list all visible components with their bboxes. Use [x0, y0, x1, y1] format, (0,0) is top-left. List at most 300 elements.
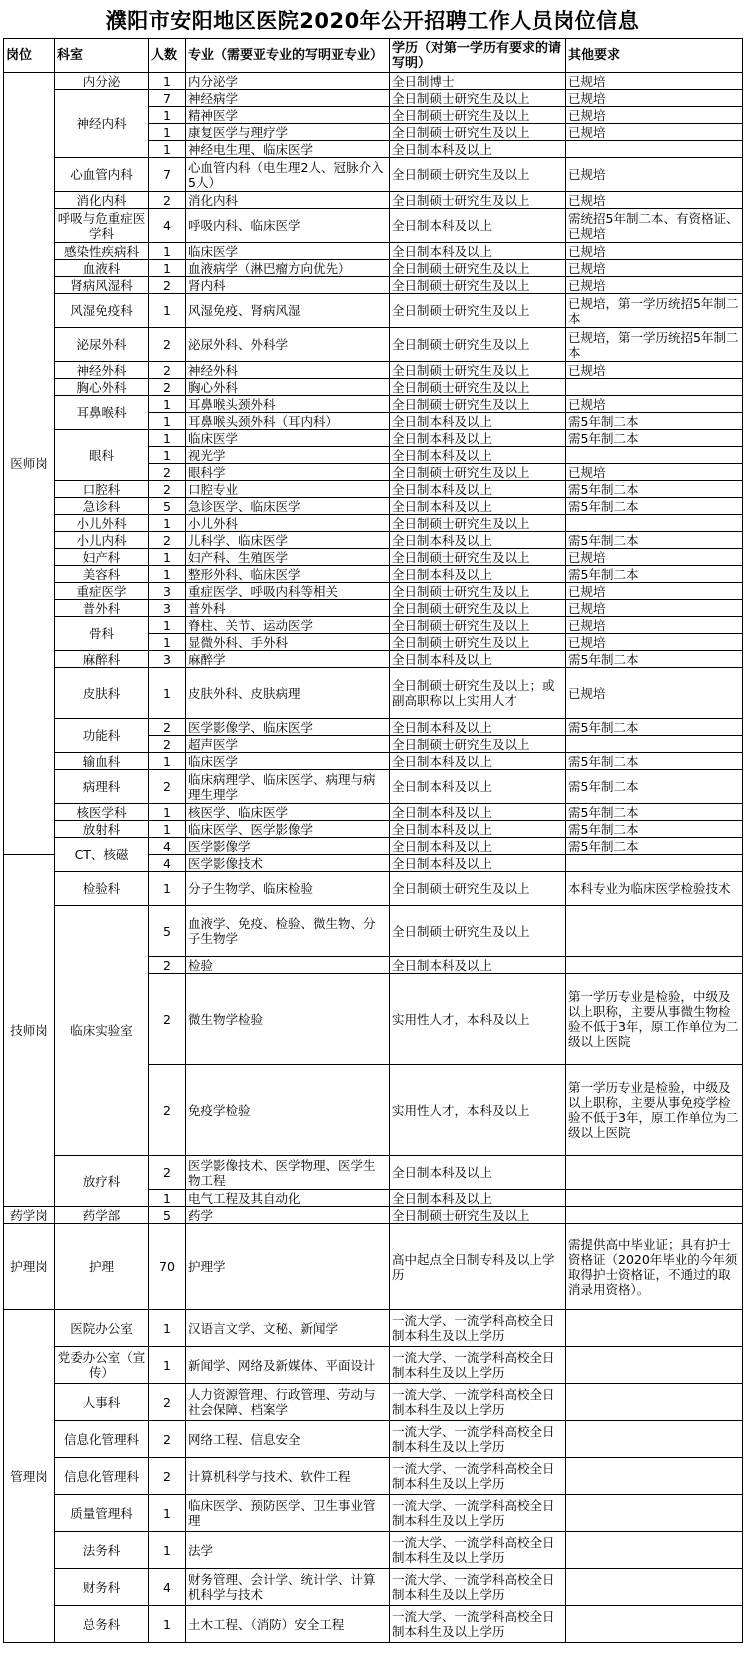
dept-cell: 眼科 [55, 430, 149, 481]
dept-cell: 普外科 [55, 600, 149, 617]
other-cell: 需5年制二本 [566, 651, 743, 668]
other-cell: 需提供高中毕业证；具有护士资格证（2020年毕业的今年须取得护士资格证，不通过的取消录用资格）。 [566, 1224, 743, 1310]
table-row [4, 277, 743, 294]
count-cell: 5 [149, 1207, 186, 1224]
other-cell: 本科专业为临床医学检验技术 [566, 872, 743, 906]
dept-cell: 信息化管理科 [55, 1458, 149, 1495]
dept-cell: 神经内科 [55, 90, 149, 158]
other-cell: 需5年制二本 [566, 770, 743, 804]
dept-cell: 内分泌 [55, 73, 149, 90]
major-cell: 心血管内科（电生理2人、冠脉介入5人） [186, 158, 390, 192]
table-row [4, 1458, 743, 1495]
other-cell: 需5年制二本 [566, 498, 743, 515]
major-cell: 神经电生理、临床医学 [186, 141, 390, 158]
count-cell: 1 [149, 1310, 186, 1347]
dept-cell: 检验科 [55, 872, 149, 906]
count-cell: 1 [149, 413, 186, 430]
count-cell: 3 [149, 651, 186, 668]
dept-cell: 耳鼻喉科 [55, 396, 149, 430]
dept-cell: 法务科 [55, 1532, 149, 1569]
education-cell: 一流大学、一流学科高校全日制本科生及以上学历 [390, 1569, 566, 1606]
education-cell: 一流大学、一流学科高校全日制本科生及以上学历 [390, 1495, 566, 1532]
other-cell: 已规培 [566, 158, 743, 192]
count-cell: 1 [149, 294, 186, 328]
count-cell: 4 [149, 209, 186, 243]
major-cell: 临床病理学、临床医学、病理与病理生理学 [186, 770, 390, 804]
header-dept: 科室 [55, 39, 149, 73]
dept-cell: 感染性疾病科 [55, 243, 149, 260]
major-cell: 血液病学（淋巴瘤方向优先） [186, 260, 390, 277]
education-cell: 一流大学、一流学科高校全日制本科生及以上学历 [390, 1310, 566, 1347]
header-education: 学历（对第一学历有要求的请写明） [390, 39, 566, 73]
dept-cell: 人事科 [55, 1384, 149, 1421]
education-cell: 全日制硕士研究生及以上 [390, 1207, 566, 1224]
other-cell [566, 957, 743, 974]
dept-cell: 消化内科 [55, 192, 149, 209]
other-cell [566, 1207, 743, 1224]
other-cell: 已规培 [566, 124, 743, 141]
count-cell: 4 [149, 855, 186, 872]
count-cell: 1 [149, 804, 186, 821]
other-cell [566, 1190, 743, 1207]
table-row [4, 1207, 743, 1224]
dept-cell: 输血科 [55, 753, 149, 770]
count-cell: 1 [149, 243, 186, 260]
dept-cell: 放射科 [55, 821, 149, 838]
count-cell: 2 [149, 277, 186, 294]
table-row [4, 260, 743, 277]
count-cell: 1 [149, 1495, 186, 1532]
table-row [4, 498, 743, 515]
major-cell: 儿科学、临床医学 [186, 532, 390, 549]
dept-cell: 小儿外科 [55, 515, 149, 532]
count-cell: 2 [149, 481, 186, 498]
education-cell: 全日制本科及以上 [390, 855, 566, 872]
major-cell: 视光学 [186, 447, 390, 464]
table-row [4, 396, 743, 413]
major-cell: 新闻学、网络及新媒体、平面设计 [186, 1347, 390, 1384]
dept-cell: 美容科 [55, 566, 149, 583]
major-cell: 肾内科 [186, 277, 390, 294]
other-cell: 需5年制二本 [566, 804, 743, 821]
post-cell: 医师岗 [4, 73, 55, 855]
table-row [4, 90, 743, 107]
major-cell: 皮肤外科、皮肤病理 [186, 668, 390, 719]
header-post: 岗位 [4, 39, 55, 73]
education-cell: 全日制硕士研究生及以上 [390, 515, 566, 532]
other-cell [566, 515, 743, 532]
table-row [4, 192, 743, 209]
count-cell: 2 [149, 1156, 186, 1190]
education-cell: 全日制本科及以上 [390, 651, 566, 668]
other-cell: 已规培 [566, 668, 743, 719]
other-cell [566, 1384, 743, 1421]
major-cell: 临床医学、预防医学、卫生事业管理 [186, 1495, 390, 1532]
major-cell: 眼科学 [186, 464, 390, 481]
other-cell: 已规培 [566, 362, 743, 379]
dept-cell: 药学部 [55, 1207, 149, 1224]
other-cell [566, 1156, 743, 1190]
count-cell: 1 [149, 872, 186, 906]
dept-cell: 财务科 [55, 1569, 149, 1606]
major-cell: 耳鼻喉头颈外科 [186, 396, 390, 413]
major-cell: 急诊医学、临床医学 [186, 498, 390, 515]
major-cell: 分子生物学、临床检验 [186, 872, 390, 906]
table-row [4, 566, 743, 583]
education-cell: 一流大学、一流学科高校全日制本科生及以上学历 [390, 1532, 566, 1569]
count-cell: 1 [149, 260, 186, 277]
count-cell: 2 [149, 464, 186, 481]
count-cell: 2 [149, 770, 186, 804]
post-cell: 管理岗 [4, 1310, 55, 1643]
education-cell: 全日制硕士研究生及以上 [390, 124, 566, 141]
dept-cell: 皮肤科 [55, 668, 149, 719]
other-cell: 已规培 [566, 634, 743, 651]
dept-cell: 功能科 [55, 719, 149, 753]
table-row [4, 379, 743, 396]
education-cell: 全日制本科及以上 [390, 532, 566, 549]
major-cell: 汉语言文学、文秘、新闻学 [186, 1310, 390, 1347]
other-cell [566, 1532, 743, 1569]
count-cell: 1 [149, 821, 186, 838]
education-cell: 全日制本科及以上 [390, 770, 566, 804]
table-row [4, 243, 743, 260]
major-cell: 神经外科 [186, 362, 390, 379]
other-cell: 已规培 [566, 277, 743, 294]
education-cell: 全日制本科及以上 [390, 838, 566, 855]
education-cell: 全日制硕士研究生及以上 [390, 362, 566, 379]
education-cell: 全日制本科及以上 [390, 804, 566, 821]
other-cell [566, 1495, 743, 1532]
count-cell: 1 [149, 515, 186, 532]
education-cell: 全日制本科及以上 [390, 141, 566, 158]
count-cell: 1 [149, 634, 186, 651]
other-cell: 已规培 [566, 73, 743, 90]
table-row [4, 1310, 743, 1347]
table-row [4, 549, 743, 566]
dept-cell: 心血管内科 [55, 158, 149, 192]
major-cell: 微生物学检验 [186, 974, 390, 1065]
education-cell: 全日制硕士研究生及以上 [390, 379, 566, 396]
education-cell: 全日制本科及以上 [390, 566, 566, 583]
education-cell: 全日制博士 [390, 73, 566, 90]
education-cell: 全日制本科及以上 [390, 1190, 566, 1207]
post-cell: 技师岗 [4, 855, 55, 1207]
count-cell: 1 [149, 1532, 186, 1569]
count-cell: 1 [149, 753, 186, 770]
other-cell [566, 1606, 743, 1643]
table-row [4, 872, 743, 906]
count-cell: 1 [149, 549, 186, 566]
major-cell: 胸心外科 [186, 379, 390, 396]
education-cell: 全日制硕士研究生及以上 [390, 634, 566, 651]
other-cell [566, 855, 743, 872]
education-cell: 全日制本科及以上 [390, 413, 566, 430]
education-cell: 全日制硕士研究生及以上 [390, 396, 566, 413]
major-cell: 医学影像学 [186, 838, 390, 855]
education-cell: 一流大学、一流学科高校全日制本科生及以上学历 [390, 1384, 566, 1421]
table-row [4, 1347, 743, 1384]
count-cell: 1 [149, 1606, 186, 1643]
major-cell: 耳鼻喉头颈外科（耳内科） [186, 413, 390, 430]
table-row [4, 532, 743, 549]
major-cell: 临床医学、医学影像学 [186, 821, 390, 838]
major-cell: 核医学、临床医学 [186, 804, 390, 821]
dept-cell: 总务科 [55, 1606, 149, 1643]
major-cell: 法学 [186, 1532, 390, 1569]
table-row [4, 515, 743, 532]
table-row [4, 328, 743, 362]
other-cell: 已规培 [566, 549, 743, 566]
table-row [4, 804, 743, 821]
other-cell [566, 1310, 743, 1347]
education-cell: 全日制硕士研究生及以上 [390, 328, 566, 362]
count-cell: 7 [149, 90, 186, 107]
other-cell: 需5年制二本 [566, 821, 743, 838]
education-cell: 全日制本科及以上 [390, 430, 566, 447]
dept-cell: 泌尿外科 [55, 328, 149, 362]
table-row [4, 1532, 743, 1569]
count-cell: 1 [149, 124, 186, 141]
dept-cell: 血液科 [55, 260, 149, 277]
count-cell: 1 [149, 617, 186, 634]
count-cell: 1 [149, 668, 186, 719]
count-cell: 5 [149, 906, 186, 957]
table-row [4, 1156, 743, 1190]
dept-cell: 重症医学 [55, 583, 149, 600]
education-cell: 全日制本科及以上 [390, 719, 566, 736]
education-cell: 全日制硕士研究生及以上 [390, 736, 566, 753]
dept-cell: 质量管理科 [55, 1495, 149, 1532]
count-cell: 2 [149, 974, 186, 1065]
count-cell: 1 [149, 396, 186, 413]
count-cell: 2 [149, 1458, 186, 1495]
count-cell: 2 [149, 192, 186, 209]
other-cell: 已规培 [566, 617, 743, 634]
table-row [4, 651, 743, 668]
count-cell: 1 [149, 566, 186, 583]
other-cell: 需5年制二本 [566, 838, 743, 855]
major-cell: 风湿免疫、肾病风湿 [186, 294, 390, 328]
education-cell: 全日制本科及以上 [390, 447, 566, 464]
table-row [4, 838, 743, 855]
dept-cell: 信息化管理科 [55, 1421, 149, 1458]
table-row [4, 583, 743, 600]
count-cell: 2 [149, 957, 186, 974]
education-cell: 全日制本科及以上 [390, 1156, 566, 1190]
education-cell: 全日制硕士研究生及以上 [390, 158, 566, 192]
other-cell: 已规培 [566, 243, 743, 260]
major-cell: 临床医学 [186, 430, 390, 447]
count-cell: 1 [149, 1347, 186, 1384]
table-row [4, 600, 743, 617]
dept-cell: 口腔科 [55, 481, 149, 498]
other-cell: 已规培 [566, 260, 743, 277]
education-cell: 全日制硕士研究生及以上 [390, 90, 566, 107]
other-cell: 已规培，第一学历统招5年制二本 [566, 294, 743, 328]
count-cell: 1 [149, 107, 186, 124]
dept-cell: 风湿免疫科 [55, 294, 149, 328]
table-row [4, 73, 743, 90]
major-cell: 神经病学 [186, 90, 390, 107]
education-cell: 全日制硕士研究生及以上 [390, 549, 566, 566]
dept-cell: CT、核磁 [55, 838, 149, 872]
major-cell: 医学影像学、临床医学 [186, 719, 390, 736]
education-cell: 全日制本科及以上 [390, 957, 566, 974]
major-cell: 小儿外科 [186, 515, 390, 532]
major-cell: 人力资源管理、行政管理、劳动与社会保障、档案学 [186, 1384, 390, 1421]
dept-cell: 小儿内科 [55, 532, 149, 549]
count-cell: 1 [149, 430, 186, 447]
table-row [4, 821, 743, 838]
dept-cell: 妇产科 [55, 549, 149, 566]
table-row [4, 770, 743, 804]
education-cell: 全日制本科及以上 [390, 821, 566, 838]
dept-cell: 呼吸与危重症医学科 [55, 209, 149, 243]
other-cell: 需5年制二本 [566, 430, 743, 447]
major-cell: 护理学 [186, 1224, 390, 1310]
other-cell: 需5年制二本 [566, 753, 743, 770]
education-cell: 全日制硕士研究生及以上 [390, 192, 566, 209]
major-cell: 整形外科、临床医学 [186, 566, 390, 583]
post-cell: 护理岗 [4, 1224, 55, 1310]
major-cell: 口腔专业 [186, 481, 390, 498]
education-cell: 全日制本科及以上 [390, 498, 566, 515]
count-cell: 1 [149, 1190, 186, 1207]
education-cell: 全日制硕士研究生及以上；或副高职称以上实用人才 [390, 668, 566, 719]
table-row [4, 1384, 743, 1421]
education-cell: 全日制硕士研究生及以上 [390, 464, 566, 481]
count-cell: 2 [149, 362, 186, 379]
education-cell: 实用性人才，本科及以上 [390, 974, 566, 1065]
count-cell: 2 [149, 532, 186, 549]
education-cell: 一流大学、一流学科高校全日制本科生及以上学历 [390, 1458, 566, 1495]
other-cell: 已规培 [566, 192, 743, 209]
count-cell: 2 [149, 1384, 186, 1421]
education-cell: 全日制硕士研究生及以上 [390, 260, 566, 277]
major-cell: 财务管理、会计学、统计学、计算机科学与技术 [186, 1569, 390, 1606]
education-cell: 全日制硕士研究生及以上 [390, 294, 566, 328]
education-cell: 全日制硕士研究生及以上 [390, 872, 566, 906]
major-cell: 妇产科、生殖医学 [186, 549, 390, 566]
table-row [4, 617, 743, 634]
other-cell [566, 1421, 743, 1458]
other-cell: 已规培 [566, 583, 743, 600]
major-cell: 电气工程及其自动化 [186, 1190, 390, 1207]
recruitment-table [3, 38, 743, 1643]
other-cell: 已规培，第一学历统招5年制二本 [566, 328, 743, 362]
major-cell: 药学 [186, 1207, 390, 1224]
other-cell: 已规培 [566, 464, 743, 481]
education-cell: 全日制硕士研究生及以上 [390, 617, 566, 634]
table-row [4, 209, 743, 243]
count-cell: 2 [149, 736, 186, 753]
major-cell: 普外科 [186, 600, 390, 617]
table-row [4, 1495, 743, 1532]
major-cell: 土木工程、（消防）安全工程 [186, 1606, 390, 1643]
major-cell: 检验 [186, 957, 390, 974]
dept-cell: 临床实验室 [55, 906, 149, 1156]
dept-cell: 麻醉科 [55, 651, 149, 668]
dept-cell: 骨科 [55, 617, 149, 651]
major-cell: 医学影像技术、医学物理、医学生物工程 [186, 1156, 390, 1190]
major-cell: 临床医学 [186, 243, 390, 260]
other-cell: 第一学历专业是检验，中级及以上职称，主要从事免疫学检验不低于3年，原工作单位为二级以上医院 [566, 1065, 743, 1156]
major-cell: 呼吸内科、临床医学 [186, 209, 390, 243]
table-row [4, 668, 743, 719]
table-row [4, 906, 743, 957]
major-cell: 显微外科、手外科 [186, 634, 390, 651]
education-cell: 全日制硕士研究生及以上 [390, 583, 566, 600]
other-cell: 已规培 [566, 107, 743, 124]
dept-cell: 神经外科 [55, 362, 149, 379]
dept-cell: 医院办公室 [55, 1310, 149, 1347]
table-row [4, 753, 743, 770]
other-cell [566, 379, 743, 396]
education-cell: 一流大学、一流学科高校全日制本科生及以上学历 [390, 1347, 566, 1384]
table-header-row [4, 39, 743, 73]
education-cell: 全日制本科及以上 [390, 209, 566, 243]
education-cell: 全日制硕士研究生及以上 [390, 277, 566, 294]
education-cell: 全日制本科及以上 [390, 481, 566, 498]
count-cell: 2 [149, 379, 186, 396]
other-cell [566, 1458, 743, 1495]
dept-cell: 肾病风湿科 [55, 277, 149, 294]
other-cell: 需统招5年制二本、有资格证、已规培 [566, 209, 743, 243]
dept-cell: 核医学科 [55, 804, 149, 821]
major-cell: 精神医学 [186, 107, 390, 124]
table-row [4, 1569, 743, 1606]
table-row [4, 1421, 743, 1458]
document-title: 濮阳市安阳地区医院2020年公开招聘工作人员岗位信息 [105, 9, 640, 33]
dept-cell: 病理科 [55, 770, 149, 804]
education-cell: 实用性人才，本科及以上 [390, 1065, 566, 1156]
dept-cell: 党委办公室（宣传） [55, 1347, 149, 1384]
dept-cell: 急诊科 [55, 498, 149, 515]
education-cell: 全日制硕士研究生及以上 [390, 600, 566, 617]
major-cell: 网络工程、信息安全 [186, 1421, 390, 1458]
dept-cell: 护理 [55, 1224, 149, 1310]
post-cell: 药学岗 [4, 1207, 55, 1224]
other-cell: 需5年制二本 [566, 481, 743, 498]
table-row [4, 294, 743, 328]
other-cell [566, 736, 743, 753]
other-cell: 需5年制二本 [566, 566, 743, 583]
major-cell: 计算机科学与技术、软件工程 [186, 1458, 390, 1495]
count-cell: 70 [149, 1224, 186, 1310]
major-cell: 医学影像技术 [186, 855, 390, 872]
other-cell: 需5年制二本 [566, 413, 743, 430]
major-cell: 泌尿外科、外科学 [186, 328, 390, 362]
education-cell: 一流大学、一流学科高校全日制本科生及以上学历 [390, 1421, 566, 1458]
other-cell [566, 1569, 743, 1606]
major-cell: 麻醉学 [186, 651, 390, 668]
count-cell: 1 [149, 141, 186, 158]
other-cell: 第一学历专业是检验，中级及以上职称，主要从事微生物检验不低于3年，原工作单位为二级以上医院 [566, 974, 743, 1065]
other-cell: 已规培 [566, 90, 743, 107]
major-cell: 消化内科 [186, 192, 390, 209]
education-cell: 全日制硕士研究生及以上 [390, 906, 566, 957]
table-row [4, 362, 743, 379]
count-cell: 1 [149, 447, 186, 464]
major-cell: 临床医学 [186, 753, 390, 770]
major-cell: 超声医学 [186, 736, 390, 753]
other-cell: 需5年制二本 [566, 532, 743, 549]
count-cell: 2 [149, 328, 186, 362]
major-cell: 脊柱、关节、运动医学 [186, 617, 390, 634]
other-cell [566, 447, 743, 464]
count-cell: 2 [149, 1065, 186, 1156]
